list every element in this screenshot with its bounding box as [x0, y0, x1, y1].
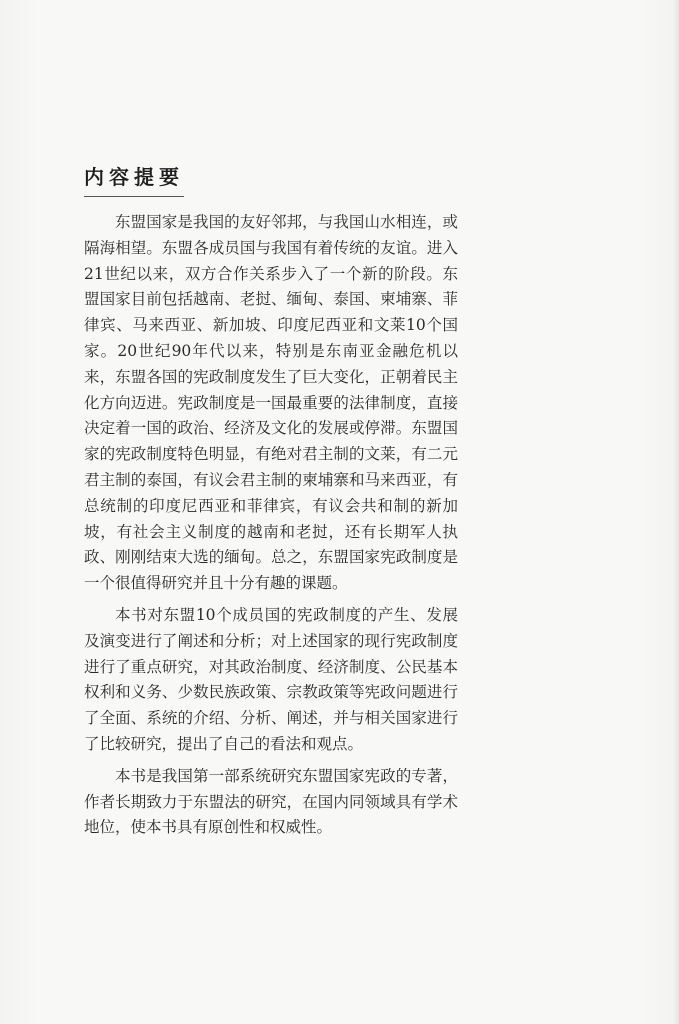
section-heading: 内容提要: [84, 165, 184, 189]
summary-body: [84, 210, 458, 847]
paragraph-2: 本书对东盟10个成员国的宪政制度的产生、发展及演变进行了阐述和分析；对上述国家的现行宪政制度进行了重点研究，对其政治制度、经济制度、公民基本权利和义务、少数民族政策、宗教政策等宪政问题进行了全面、系统的介绍、分析、阐述，并与相关国家进行了比较研究，提出了自己的看法和观点。: [84, 605, 458, 753]
paragraph-3: 本书是我国第一部系统研究东盟国家宪政的专著，作者长期致力于东盟法的研究，在国内同领域具有学术地位，使本书具有原创性和权威性。: [84, 766, 458, 837]
heading-underline: [84, 196, 184, 197]
paragraph-1: 东盟国家是我国的友好邻邦，与我国山水相连，或隔海相望。东盟各成员国与我国有着传统的友谊。进入21世纪以来，双方合作关系步入了一个新的阶段。东盟国家目前包括越南、老挝、缅甸、泰国、柬埔寨、菲律宾、马来西亚、新加坡、印度尼西亚和文莱10个国家。20世纪90年代以来，特别是东南亚金融危机以来，东盟各国的宪政制度发生了巨大变化，正朝着民主化方向迈进。宪政制度是一国最重要的法律制度，直接决定着一国的政治、经济及文化的发展或停滞。东盟国家的宪政制度特色明显，有绝对君主制的文莱，有二元君主制的泰国，有议会君主制的柬埔寨和马来西亚，有总统制的印度尼西亚和菲律宾，有议会共和制的新加坡，有社会主义制度的越南和老挝，还有长期军人执政、刚刚结束大选的缅甸。总之，东盟国家宪政制度是一个很值得研究并且十分有趣的课题。: [84, 213, 458, 593]
heading-block: [84, 164, 184, 197]
page-edge-shadow: [673, 0, 679, 1024]
